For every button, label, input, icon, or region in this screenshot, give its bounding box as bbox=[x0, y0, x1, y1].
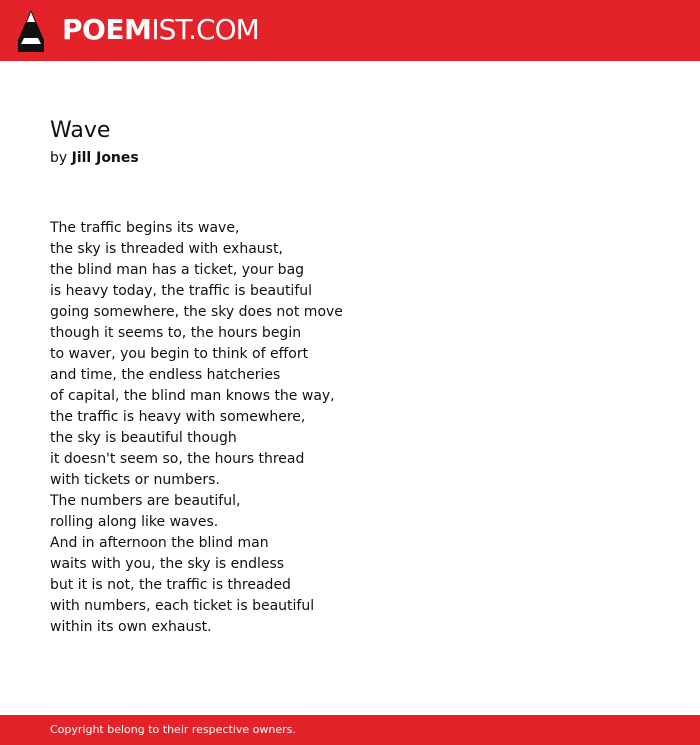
poem-line: with tickets or numbers. bbox=[50, 472, 220, 488]
poem-line: the sky is threaded with exhaust, bbox=[50, 241, 283, 257]
poem-line: is heavy today, the traffic is beautiful bbox=[50, 283, 313, 299]
poem-line: to waver, you begin to think of effort bbox=[50, 346, 309, 362]
poem-line: of capital, the blind man knows the way, bbox=[50, 388, 335, 404]
pencil-tip-icon[interactable] bbox=[18, 10, 44, 52]
poem-line: the blind man has a ticket, your bag bbox=[50, 262, 305, 278]
brand-bold-text: POEM bbox=[62, 13, 152, 46]
poem-line: the sky is beautiful though bbox=[50, 430, 237, 446]
poem-body bbox=[50, 218, 650, 638]
poem-line: with numbers, each ticket is beautiful bbox=[50, 598, 315, 614]
poem-line: but it is not, the traffic is threaded bbox=[50, 577, 291, 593]
poem-line: though it seems to, the hours begin bbox=[50, 325, 302, 341]
poem-line: the traffic is heavy with somewhere, bbox=[50, 409, 306, 425]
by-prefix: by bbox=[50, 150, 68, 166]
poem-line: And in afternoon the blind man bbox=[50, 535, 269, 551]
poem-line: going somewhere, the sky does not move bbox=[50, 304, 343, 320]
copyright-text: Copyright belong to their respective owners. bbox=[50, 723, 296, 736]
brand-light-text: IST.COM bbox=[151, 13, 259, 46]
poem-line: rolling along like waves. bbox=[50, 514, 219, 530]
poem-line: and time, the endless hatcheries bbox=[50, 367, 281, 383]
site-logo-link[interactable] bbox=[62, 12, 259, 48]
author-link[interactable]: Jill Jones bbox=[71, 150, 139, 166]
poem-line: waits with you, the sky is endless bbox=[50, 556, 285, 572]
poem-line: it doesn't seem so, the hours thread bbox=[50, 451, 305, 467]
byline bbox=[50, 148, 650, 168]
site-header bbox=[0, 0, 700, 61]
poem-line: The traffic begins its wave, bbox=[50, 220, 240, 236]
poem-title: Wave bbox=[50, 118, 111, 143]
poem-line: within its own exhaust. bbox=[50, 619, 212, 635]
poem-line: The numbers are beautiful, bbox=[50, 493, 241, 509]
poem-content bbox=[50, 116, 650, 638]
site-footer bbox=[0, 715, 700, 745]
